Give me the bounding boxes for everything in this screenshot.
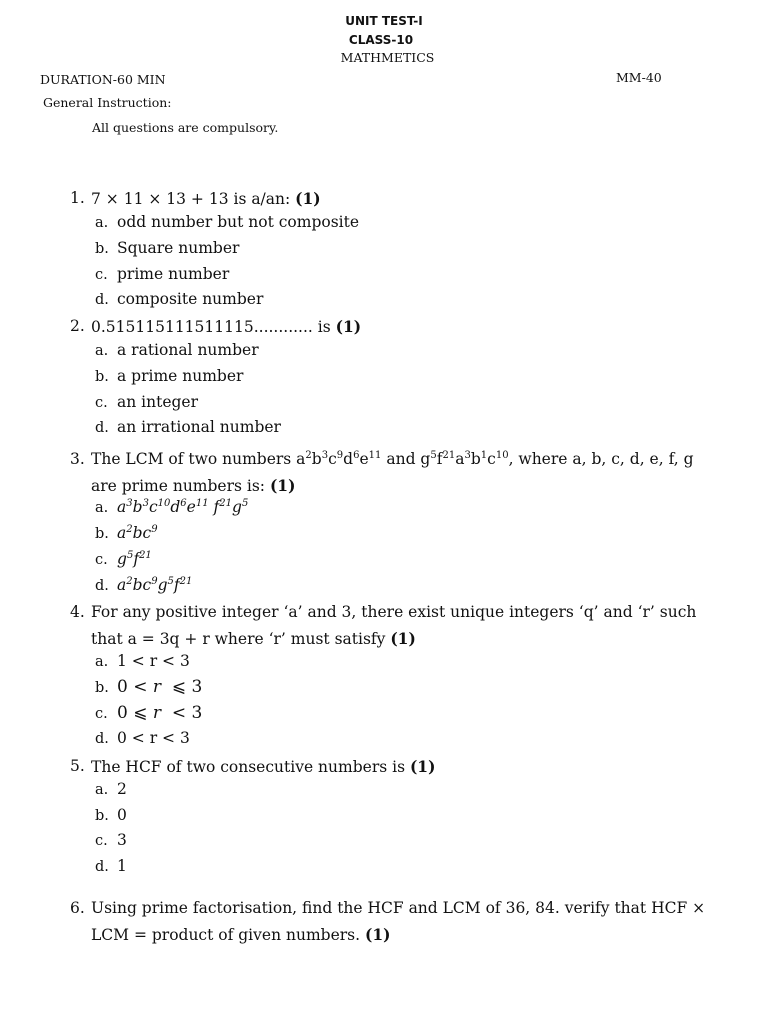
general-instruction-heading: General Instruction: bbox=[43, 95, 172, 110]
question-text: 0.515115111511115............ is bbox=[91, 318, 331, 336]
marks-badge: (1) bbox=[409, 757, 436, 776]
marks-badge: (1) bbox=[295, 189, 321, 208]
q1-option-c: c. prime number bbox=[95, 265, 230, 283]
q2-option-d: d. an irrational number bbox=[95, 418, 281, 436]
question-3: 3. The LCM of two numbers $a^2b^3c^9d^6e^{11}$ and $g^5f^{21}a^3b^1c^{10}$, where a, b, c, d, e, f, g are prime numbers is: (1) bbox=[70, 447, 720, 499]
question-1 bbox=[70, 186, 720, 213]
marks-badge: (1) bbox=[335, 317, 362, 336]
max-marks-label: MM-40 bbox=[616, 70, 662, 85]
instruction-text: All questions are compulsory. bbox=[92, 120, 279, 135]
question-6 bbox=[70, 896, 720, 948]
q4-option-a: a. 1 < r < 3 bbox=[95, 652, 190, 670]
question-4 bbox=[70, 600, 720, 652]
q4-option-c: c. 0 ⩽ r < 3 bbox=[95, 703, 203, 723]
q1-option-d: d. composite number bbox=[95, 290, 264, 308]
q5-option-b: b. 0 bbox=[95, 806, 127, 824]
q4-option-d: d. 0 < r < 3 bbox=[95, 729, 190, 747]
question-text: For any positive integer ‘a’ and 3, there exist unique integers ‘q’ and ‘r’ such that a = 3q + r where ‘r’ must satisfy bbox=[91, 603, 697, 648]
question-5 bbox=[70, 754, 720, 781]
subject-label: MATHMETICS bbox=[340, 50, 435, 65]
question-number: 5. bbox=[70, 757, 85, 775]
q2-option-b: b. a prime number bbox=[95, 367, 244, 385]
q3-option-c: c. $g^5f^{21}$ bbox=[95, 549, 152, 568]
duration-label: DURATION-60 MIN bbox=[40, 72, 166, 87]
marks-badge: (1) bbox=[390, 628, 416, 648]
marks-badge: (1) bbox=[364, 924, 391, 944]
question-text: The HCF of two consecutive numbers is bbox=[91, 758, 406, 776]
q1-option-b: b. Square number bbox=[95, 239, 240, 257]
q2-option-c: c. an integer bbox=[95, 393, 198, 411]
marks-badge: (1) bbox=[269, 475, 296, 495]
q5-option-a: a. 2 bbox=[95, 780, 127, 798]
q5-option-c: c. 3 bbox=[95, 831, 127, 849]
q3-option-b: b. $a^2bc^9$ bbox=[95, 523, 158, 542]
question-text: Using prime factorisation, find the HCF and LCM of 36, 84. verify that HCF × LCM = product of given numbers. bbox=[91, 899, 706, 944]
q2-option-a: a. a rational number bbox=[95, 341, 259, 359]
class-label: CLASS-10 bbox=[348, 33, 414, 47]
question-number: 3. bbox=[70, 450, 85, 468]
q5-option-d: d. 1 bbox=[95, 857, 127, 875]
question-number: 6. bbox=[70, 899, 85, 917]
question-number: 1. bbox=[70, 189, 85, 207]
question-text: 7 × 11 × 13 + 13 is a/an: bbox=[91, 190, 291, 208]
q3-option-d: d. $a^2bc^9g^5f^{21}$ bbox=[95, 575, 193, 594]
test-title: UNIT TEST-I bbox=[345, 14, 423, 28]
q1-option-a: a. odd number but not composite bbox=[95, 213, 360, 231]
question-number: 2. bbox=[70, 317, 85, 335]
question-number: 4. bbox=[70, 603, 85, 621]
q4-option-b: b. 0 < r ⩽ 3 bbox=[95, 677, 203, 697]
question-2 bbox=[70, 314, 720, 341]
q3-option-a: a. $a^3b^3c^{10}d^6e^{11}$ $f^{21}g^5$ bbox=[95, 497, 249, 516]
